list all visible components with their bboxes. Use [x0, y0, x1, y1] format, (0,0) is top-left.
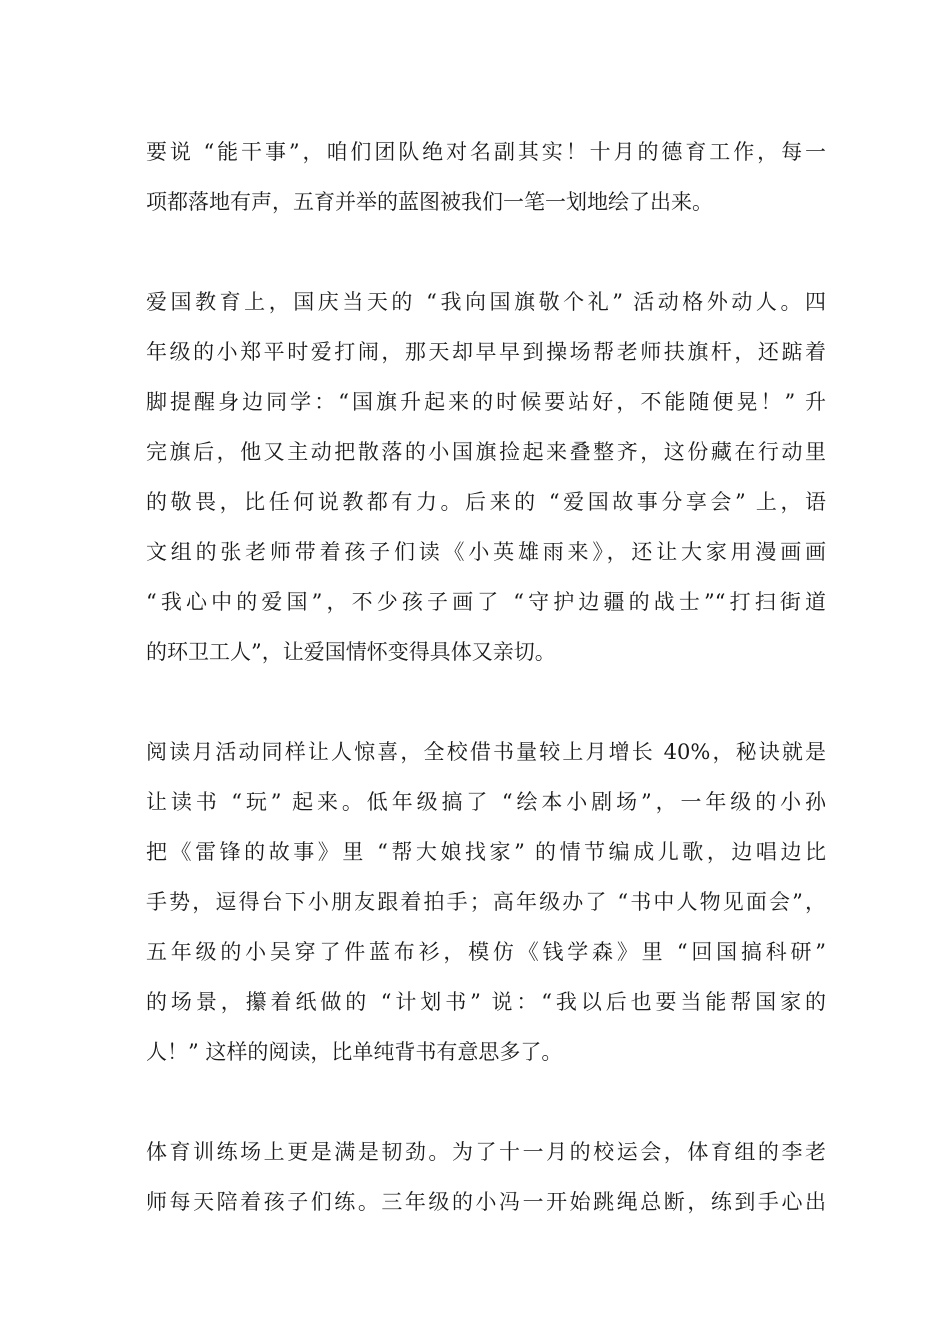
text-line: 的场景，攥着纸做的 “计划书” 说：“我以后也要当能帮国家的 — [146, 990, 826, 1014]
text-line: 五年级的小吴穿了件蓝布衫，模仿《钱学森》里 “回国搞科研” — [146, 940, 826, 964]
paragraph-4 — [146, 1135, 826, 1219]
text-line: 的敬畏，比任何说教都有力。后来的 “爱国故事分享会” 上，语 — [146, 490, 826, 514]
text-line: 把《雷锋的故事》里 “帮大娘找家” 的情节编成儿歌，边唱边比 — [146, 840, 826, 864]
text-line: 要说 “能干事”，咱们团队绝对名副其实！十月的德育工作，每一 — [146, 140, 826, 164]
text-line: “我心中的爱国”，不少孩子画了 “守护边疆的战士”“打扫街道 — [146, 590, 826, 614]
paragraph-3 — [146, 735, 826, 1069]
paragraph-1 — [146, 135, 826, 219]
text-line: 人！” 这样的阅读，比单纯背书有意思多了。 — [146, 1040, 563, 1064]
text-line: 师每天陪着孩子们练。三年级的小冯一开始跳绳总断，练到手心出 — [146, 1190, 826, 1214]
text-line: 爱国教育上，国庆当天的 “我向国旗敬个礼” 活动格外动人。四 — [146, 290, 826, 314]
text-line: 脚提醒身边同学：“国旗升起来的时候要站好，不能随便晃！” 升 — [146, 390, 826, 414]
text-line: 完旗后，他又主动把散落的小国旗捡起来叠整齐，这份藏在行动里 — [146, 440, 826, 464]
text-line: 项都落地有声，五育并举的蓝图被我们一笔一划地绘了出来。 — [146, 190, 713, 214]
text-line: 让读书 “玩” 起来。低年级搞了 “绘本小剧场”，一年级的小孙 — [146, 790, 826, 814]
paragraph-2 — [146, 285, 826, 669]
text-line: 阅读月活动同样让人惊喜，全校借书量较上月增长 40%，秘诀就是 — [146, 740, 826, 764]
text-line: 体育训练场上更是满是韧劲。为了十一月的校运会，体育组的李老 — [146, 1140, 826, 1164]
text-line: 年级的小郑平时爱打闹，那天却早早到操场帮老师扶旗杆，还踮着 — [146, 340, 826, 364]
text-line: 文组的张老师带着孩子们读《小英雄雨来》，还让大家用漫画画 — [146, 540, 826, 564]
text-line: 手势，逗得台下小朋友跟着拍手；高年级办了 “书中人物见面会”， — [146, 890, 826, 914]
text-line: 的环卫工人”，让爱国情怀变得具体又亲切。 — [146, 640, 556, 664]
